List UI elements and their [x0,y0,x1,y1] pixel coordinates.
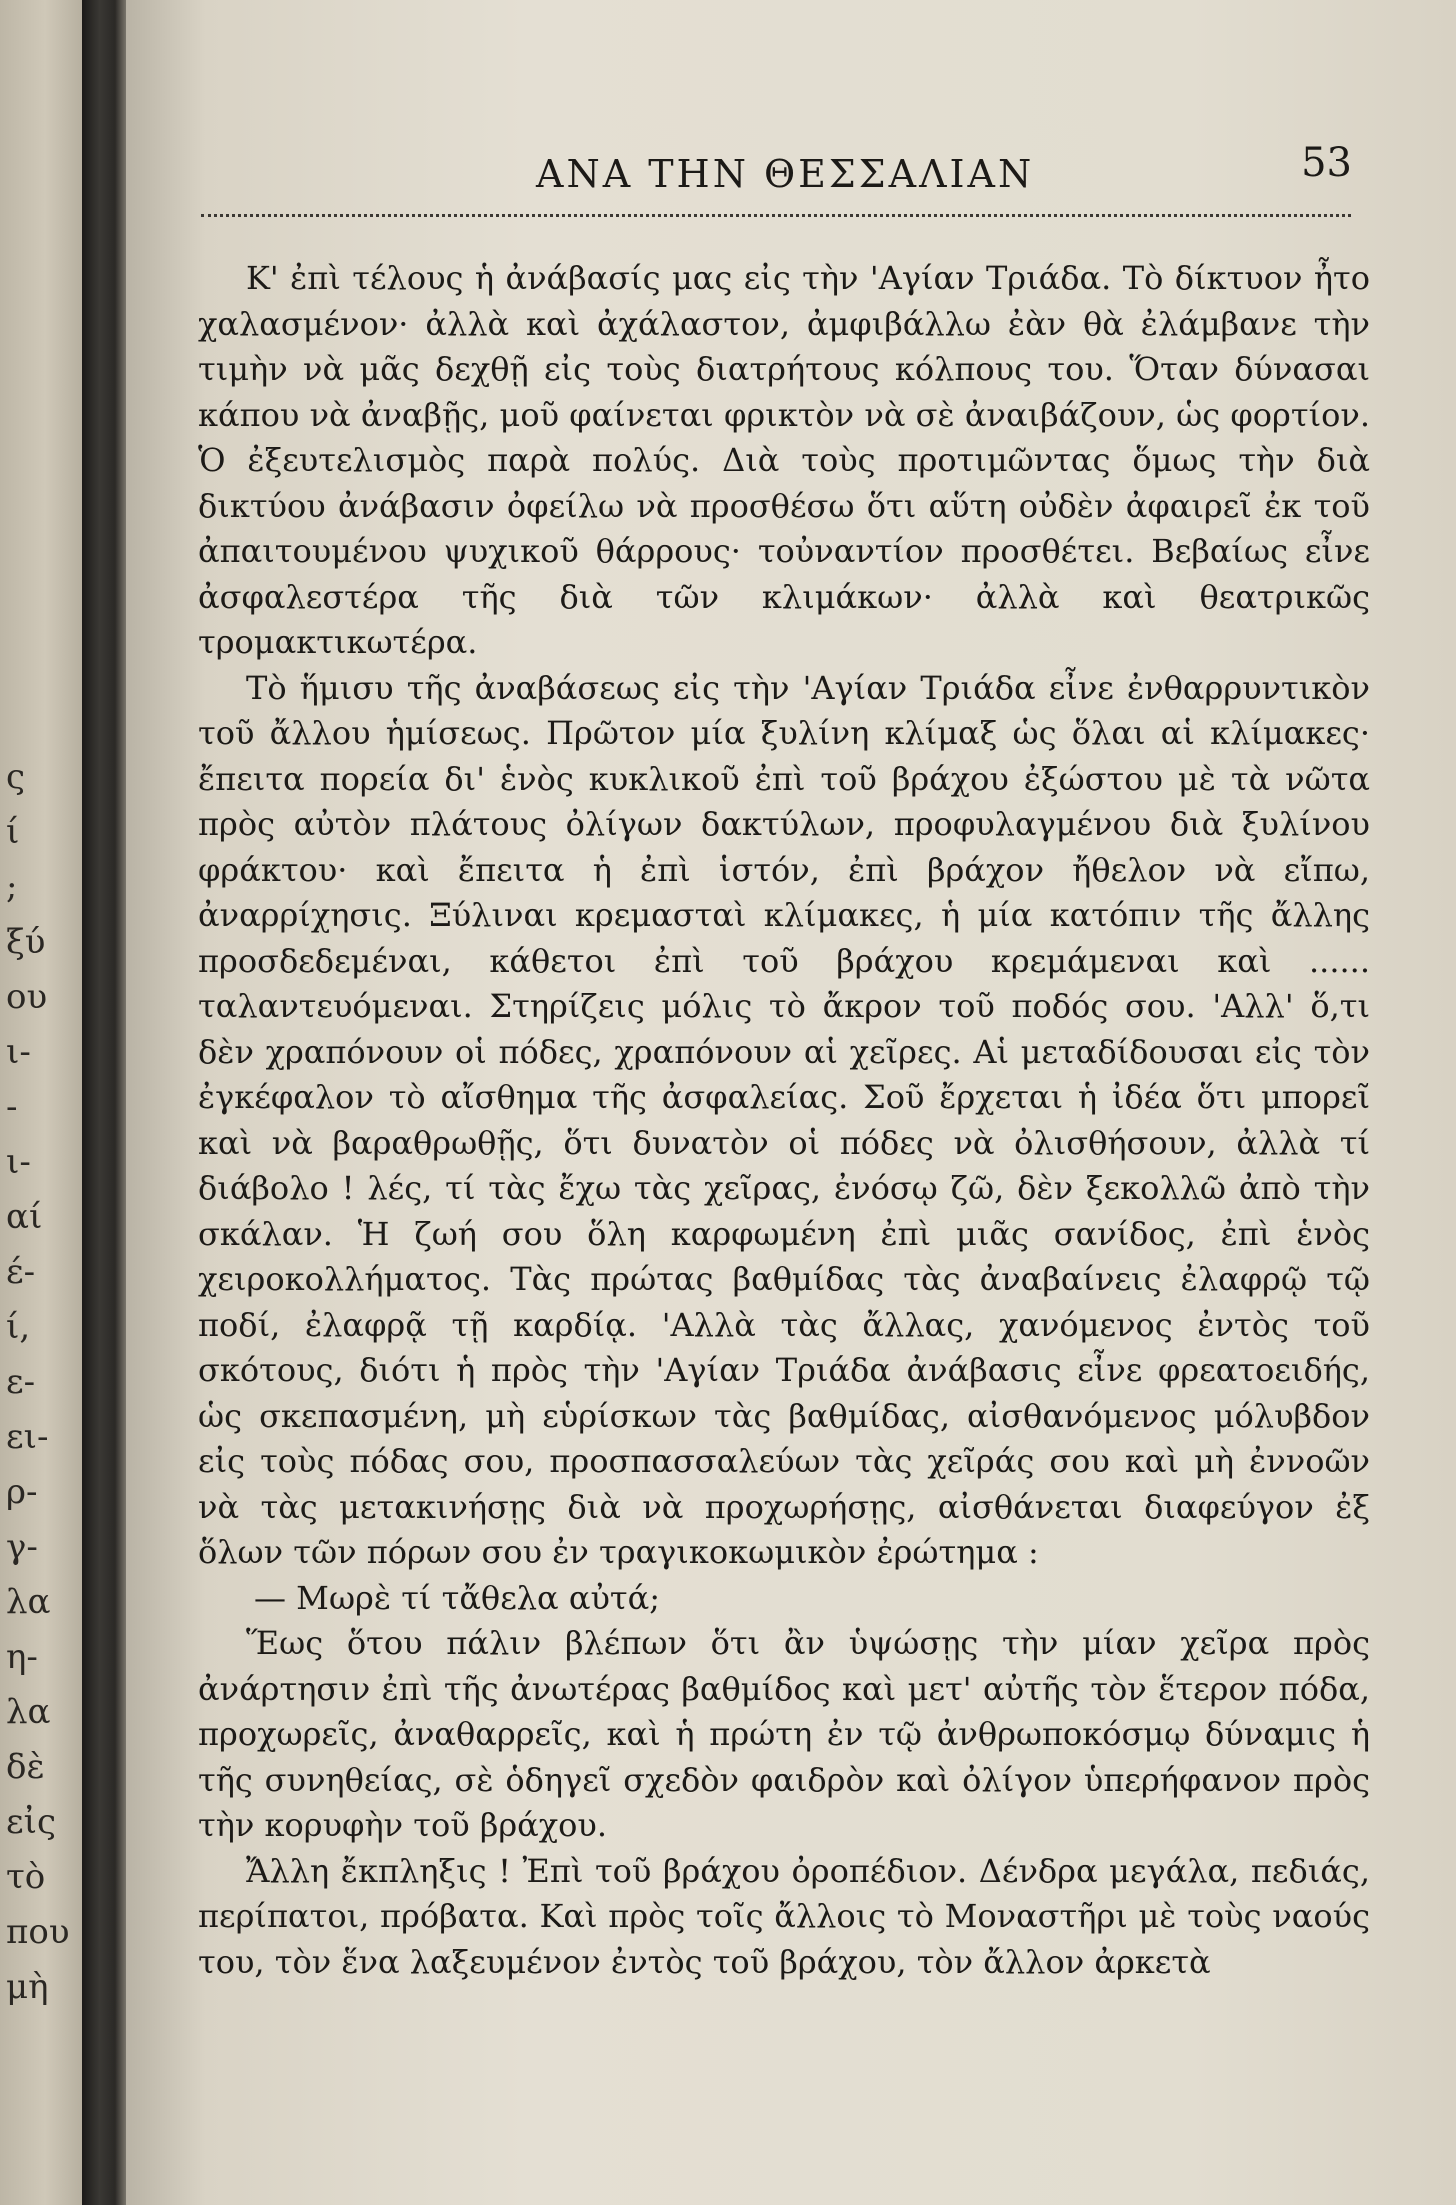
facing-page-fragment: ι- [6,1142,31,1182]
facing-page-fragment: ρ- [6,1472,38,1512]
header-rule [201,214,1351,217]
page-number: 53 [1301,140,1352,186]
facing-page-fragment: ς [6,757,26,797]
facing-page-fragment: αί [6,1197,43,1237]
facing-page-fragment: δὲ [6,1747,45,1787]
paragraph: Ἄλλη ἔκπληξις ! Ἐπὶ τοῦ βράχου ὀροπέδιον. Δένδρα μεγάλα, πεδιάς, περίπατοι, πρόβατα. Καὶ πρὸς τοῖς ἄλλοις τὸ Μοναστῆρι μὲ τοὺς ναούς του, τὸν ἕνα λαξευμένον ἐντὸς τοῦ βράχου, τὸν ἄλλον ἀρκετὰ [198,1851,1370,1981]
facing-page-fragment: έ- [6,1252,36,1292]
facing-page-fragment: ξύ [6,922,46,962]
running-head: ΑΝΑ ΤΗΝ ΘΕΣΣΑΛΙΑΝ [536,152,1035,196]
dialogue-line: — Μωρὲ τί τἄθελα αὐτά; [254,1578,660,1617]
facing-page-fragment: ι- [6,1032,31,1072]
page-header [126,140,1352,220]
paragraph: Τὸ ἥμισυ τῆς ἀναβάσεως εἰς τὴν 'Αγίαν Τριάδα εἶνε ἐνθαρρυντικὸν τοῦ ἄλλου ἡμίσεως. Πρῶτον μία ξυλίνη κλίμαξ ὡς ὅλαι αἱ κλίμακες· ἔπειτα πορεία δι' ἑνὸς κυκλικοῦ ἐπὶ τοῦ βράχου ἐξώστου μὲ τὰ νῶτα πρὸς αὐτὸν πλάτους ὀλίγων δακτύλων, προφυλαγμένου διὰ ξυλίνου φράκτου· καὶ ἔπειτα ἡ ἐπὶ ἱστόν, ἐπὶ βράχον ἤθελον νὰ εἴπω, ἀναρρίχησις. Ξύλιναι κρεμασταὶ κλίμακες, ἡ μία κατόπιν τῆς ἄλλης προσδεδεμέναι, κάθετοι ἐπὶ τοῦ βράχου κρεμάμεναι καὶ ...... ταλαντευόμεναι. Στηρίζεις μόλις τὸ ἄκρον τοῦ ποδός σου. 'Αλλ' ὅ,τι δὲν χραπόνουν οἱ πόδες, χραπόνουν αἱ χεῖρες. Αἱ μεταδίδουσαι εἰς τὸν ἐγκέφαλον τὸ αἴσθημα τῆς ἀσφαλείας. Σοῦ ἔρχεται ἡ ἰδέα ὅτι μπορεῖ καὶ νὰ βαραθρωθῇς, ὅτι δυνατὸν οἱ πόδες νὰ ὀλισθήσουν, ἀλλὰ τί διάβολο ! λές, τί τὰς ἔχω τὰς χεῖρας, ἐνόσῳ ζῶ, δὲν ξεκολλῶ ἀπὸ τὴν σκάλαν. Ἡ ζωή σου ὅλη καρφωμένη ἐπὶ μιᾶς σανίδος, ἐπὶ ἑνὸς χειροκολλήματος. Τὰς πρώτας βαθμίδας τὰς ἀναβαίνεις ἐλαφρῷ τῷ ποδί, ἐλαφρᾷ τῇ καρδίᾳ. 'Αλλὰ τὰς ἄλλας, χανόμενος ἐντὸς τοῦ σκότους, διότι ἡ πρὸς τὴν 'Αγίαν Τριάδα ἀνάβασις εἶνε φρεατοειδής, ὡς σκεπασμένη, μὴ εὑρίσκων τὰς βαθμίδας, αἰσθανόμενος μόλυβδον εἰς τοὺς πόδας σου, προσπασσαλεύων τὰς χεῖράς σου καὶ μὴ ἐννοῶν νὰ τὰς μετακινήσῃς διὰ νὰ προχωρήσῃς, αἰσθάνεται διαφεύγον ἐξ ὅλων τῶν πόρων σου ἐν τραγικοκωμικὸν ἐρώτημα : [198,668,1370,1571]
facing-page-fragment: γ- [6,1527,38,1567]
facing-page-fragment: λα [6,1582,51,1622]
paragraph: Ἕως ὅτου πάλιν βλέπων ὅτι ἂν ὑψώσῃς τὴν μίαν χεῖρα πρὸς ἀνάρτησιν ἐπὶ τῆς ἀνωτέρας βαθμίδος καὶ μετ' αὐτῆς τὸν ἕτερον πόδα, προχωρεῖς, ἀναθαρρεῖς, καὶ ἡ πρώτη ἐν τῷ ἀνθρωποκόσμῳ δύναμις ἡ τῆς συνηθείας, σὲ ὁδηγεῖ σχεδὸν φαιδρὸν καὶ ὀλίγον ὑπερήφανον πρὸς τὴν κορυφὴν τοῦ βράχου. [198,1624,1370,1844]
facing-page-fragment: ε- [6,1362,36,1402]
book-page [126,0,1456,2205]
facing-page-fragment: η- [6,1637,38,1677]
facing-page-edge [0,0,82,2205]
body-text [198,256,1370,1985]
facing-page-fragment: μὴ [6,1967,49,2007]
facing-page-fragment: ί [6,812,20,852]
facing-page-fragment: λα [6,1692,51,1732]
book-gutter [82,0,126,2205]
facing-page-fragment: ί, [6,1307,31,1347]
facing-page-fragment: που [6,1912,70,1952]
facing-page-fragment: ει- [6,1417,49,1457]
paragraph: Κ' ἐπὶ τέλους ἡ ἀνάβασίς μας εἰς τὴν 'Αγίαν Τριάδα. Τὸ δίκτυον ἦτο χαλασμένον· ἀλλὰ καὶ ἀχάλαστον, ἀμφιβάλλω ἐὰν θὰ ἐλάμβανε τὴν τιμὴν νὰ μᾶς δεχθῇ εἰς τοὺς διατρήτους κόλπους του. Ὅταν δύνασαι κάπου νὰ ἀναβῇς, μοῦ φαίνεται φρικτὸν νὰ σὲ ἀναιβάζουν, ὡς φορτίον. Ὁ ἐξευτελισμὸς παρὰ πολύς. Διὰ τοὺς προτιμῶντας ὅμως τὴν διὰ δικτύου ἀνάβασιν ὀφείλω νὰ προσθέσω ὅτι αὕτη οὐδὲν ἀφαιρεῖ ἐκ τοῦ ἀπαιτουμένου ψυχικοῦ θάρρους· τοὐναντίον προσθέτει. Βεβαίως εἶνε ἀσφαλεστέρα τῆς διὰ τῶν κλιμάκων· ἀλλὰ καὶ θεατρικῶς τρομακτικωτέρα. [198,259,1370,661]
facing-page-fragment: ου [6,977,48,1017]
facing-page-fragment: ; [6,867,18,907]
facing-page-fragment: - [6,1087,18,1127]
facing-page-fragment: τὸ [6,1857,46,1897]
facing-page-fragment: εἰς [6,1802,56,1842]
